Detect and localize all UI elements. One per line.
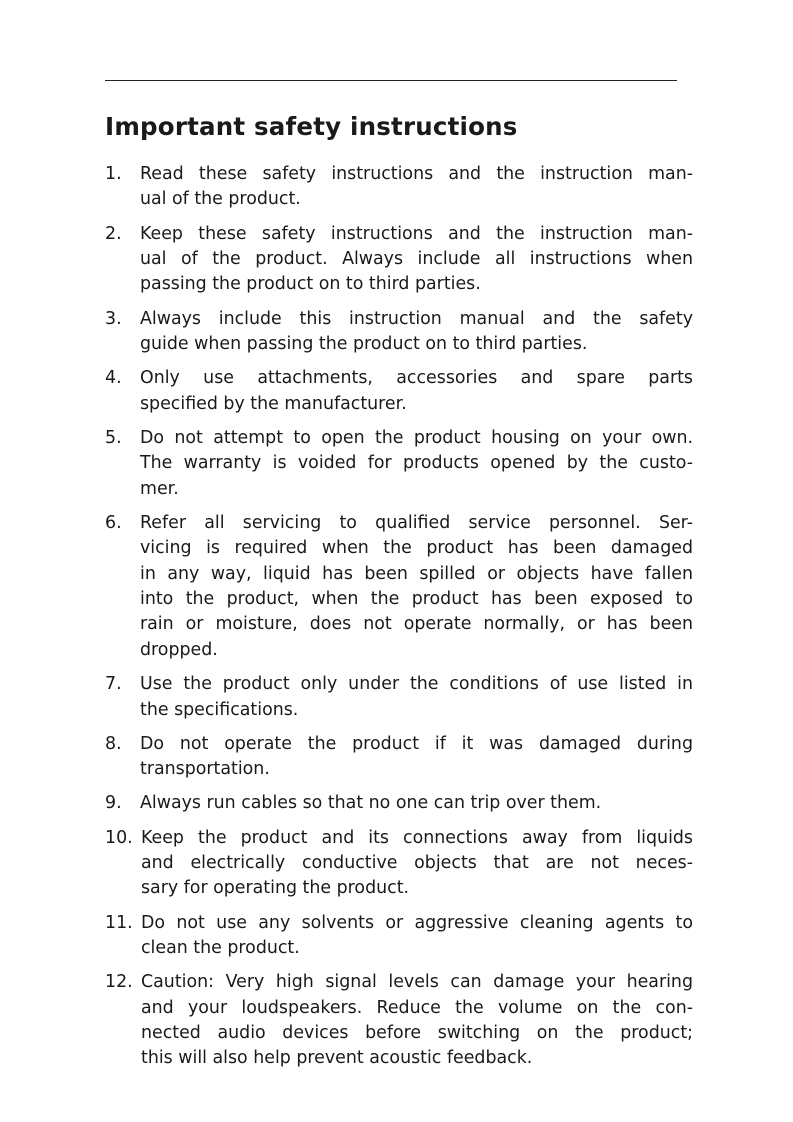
list-item (105, 970, 693, 1072)
top-divider (105, 80, 677, 81)
list-item (105, 162, 693, 213)
item-text-line: ual of the product. (140, 189, 301, 210)
item-text-line: Refer all servicing to qualified service personnel. Ser- (140, 512, 693, 533)
list-item (105, 222, 693, 298)
item-text-line: transportation. (140, 759, 270, 780)
list-item (105, 826, 693, 902)
item-number: 11. (105, 912, 133, 933)
item-text-line: Caution: Very high signal levels can damage your hearing (141, 972, 693, 993)
item-text-line: and electrically conductive objects that are not neces- (141, 852, 693, 873)
item-text-line: guide when passing the product on to third parties. (140, 334, 588, 355)
list-item (105, 307, 693, 358)
item-text-line: Do not attempt to open the product housing on your own. (140, 427, 693, 448)
item-number: 7. (105, 674, 122, 695)
list-item (105, 366, 693, 417)
list-item (105, 911, 693, 962)
item-text-line: in any way, liquid has been spilled or objects have fallen (140, 563, 693, 584)
item-number: 1. (105, 164, 122, 184)
item-number: 3. (105, 308, 122, 329)
item-number: 9. (105, 793, 122, 814)
item-text-line: Do not use any solvents or aggressive cleaning agents to (141, 912, 693, 933)
item-number: 10. (105, 827, 133, 848)
item-text-line: rain or moisture, does not operate normally, or has been (140, 614, 693, 635)
item-number: 4. (105, 368, 122, 389)
list-item (105, 732, 693, 783)
list-item (105, 672, 693, 723)
item-text-line: ual of the product. Always include all instructions when (140, 249, 693, 270)
item-text-line: mer. (140, 478, 179, 499)
item-text-line: clean the product. (141, 937, 300, 958)
item-text-line: Keep the product and its connections away from liquids (141, 827, 693, 848)
item-text-line: sary for operating the product. (141, 878, 410, 899)
item-number: 6. (105, 512, 122, 533)
item-text-line: dropped. (140, 639, 218, 660)
page-title: Important safety instructions (105, 112, 518, 141)
item-number: 8. (105, 733, 122, 754)
safety-instructions-list (105, 162, 693, 1081)
item-text-line: The warranty is voided for products opened by the custo- (140, 453, 693, 474)
item-text-line: this will also help prevent acoustic feedback. (141, 1048, 533, 1069)
item-text-line: the specifications. (140, 699, 299, 720)
item-text-line: Do not operate the product if it was damaged during (140, 733, 693, 754)
list-item (105, 426, 693, 502)
item-number: 12. (105, 972, 133, 993)
item-text-line: specified by the manufacturer. (140, 393, 407, 414)
list-item (105, 511, 693, 663)
item-text-line: passing the product on to third parties. (140, 274, 481, 295)
item-text-line: Only use attachments, accessories and spare parts (140, 368, 693, 389)
item-text-line: Read these safety instructions and the instruction man- (140, 164, 693, 184)
item-text-line: vicing is required when the product has been damaged (140, 538, 693, 559)
item-number: 5. (105, 427, 122, 448)
item-text-line: into the product, when the product has been exposed to (140, 589, 693, 610)
item-text-line: nected audio devices before switching on the product; (141, 1022, 693, 1043)
item-text-line: Always include this instruction manual and the safety (140, 308, 693, 329)
item-text-line: Always run cables so that no one can trip over them. (140, 793, 602, 814)
item-text-line: Use the product only under the conditions of use listed in (140, 674, 693, 695)
list-item (105, 791, 693, 816)
item-text-line: Keep these safety instructions and the instruction man- (140, 223, 693, 244)
item-text-line: and your loudspeakers. Reduce the volume on the con- (141, 997, 693, 1018)
item-number: 2. (105, 223, 122, 244)
